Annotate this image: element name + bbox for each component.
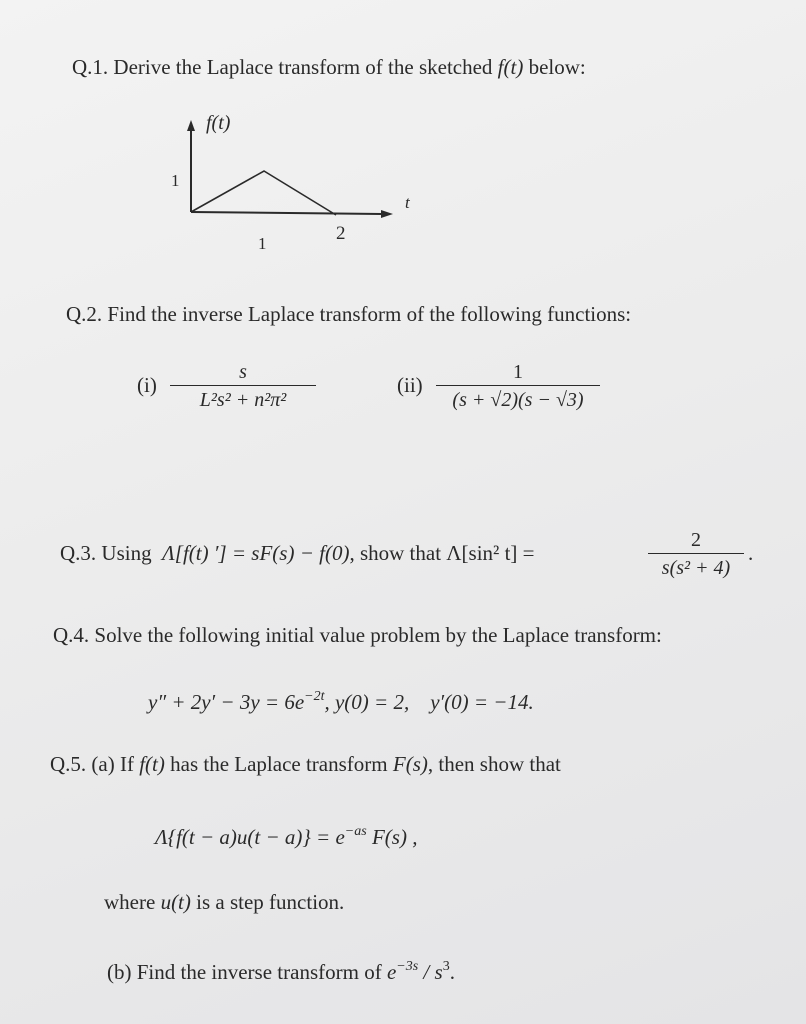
q5a-where-label: where — [104, 890, 156, 914]
q3-end: . — [748, 541, 754, 565]
q2-label: Q.2. — [66, 302, 103, 326]
q1-func: f(t) — [497, 55, 524, 79]
q3-numerator: 2 — [691, 529, 701, 551]
q2-ii-label: (ii) — [397, 373, 423, 397]
q5a-formula-exp: −as — [344, 824, 367, 839]
q5a-Fs: F(s) — [392, 752, 428, 776]
graph-x-label: t — [405, 193, 410, 212]
q5a-formula — [155, 825, 417, 850]
q5a-u-func: u(t) — [160, 890, 191, 914]
q5b-pre: (b) Find the inverse transform of — [107, 960, 382, 984]
q3-using: Using — [101, 541, 152, 565]
graph-y-tick: 1 — [171, 171, 180, 190]
q5a-func: f(t) — [139, 752, 165, 776]
q5b-div: / s — [423, 960, 443, 984]
q2-ii-numerator: 1 — [513, 361, 523, 383]
q5a-mid: has the Laplace transform — [170, 752, 388, 776]
q2-statement: Find the inverse Laplace transform of the following functions: — [107, 302, 632, 326]
q4-ic2: y′(0) = −14. — [430, 690, 534, 714]
q5b-e: e — [386, 960, 397, 984]
q2-ii-denominator: (s + √2)(s − √3) — [452, 389, 584, 411]
q1-text-pre: Derive the Laplace transform of the sketched — [113, 55, 493, 79]
q5b-text — [107, 960, 455, 985]
graph-function-line — [191, 171, 336, 215]
q5-label: Q.5. — [50, 752, 87, 776]
q3-denominator: s(s² + 4) — [661, 557, 731, 579]
q3-formula: Λ[f(t) ′] = sF(s) − f(0) — [162, 541, 350, 565]
q5b-end: . — [449, 960, 455, 984]
q5a-where — [104, 890, 344, 915]
q4-text — [53, 623, 662, 648]
graph-x-arrow — [381, 210, 393, 218]
q3-label: Q.3. — [60, 541, 97, 565]
graph-x-tick-2: 2 — [336, 223, 346, 244]
q1-text — [72, 55, 586, 80]
q4-equation — [148, 690, 534, 715]
graph-y-arrow — [187, 120, 195, 131]
q2-i-numerator: s — [239, 361, 247, 383]
q5a-where-post: is a step function. — [196, 890, 345, 914]
q3-text — [60, 541, 535, 566]
q2-ii-fraction — [436, 360, 600, 412]
q5a-pre: (a) If — [91, 752, 134, 776]
q3-show: , show that Λ[sin² t] = — [349, 541, 535, 565]
graph-x-axis — [191, 212, 382, 214]
q4-ic1: , y(0) = 2, — [324, 690, 410, 714]
q5a-formula-pre: Λ{f(t − a)u(t − a)} = e — [155, 825, 345, 849]
q5b-pow: 3 — [442, 959, 450, 974]
q1-text-post: below: — [528, 55, 586, 79]
q1-graph — [160, 100, 430, 260]
q2-i-denominator: L²s² + n²π² — [199, 389, 287, 411]
graph-x-tick-1: 1 — [258, 234, 267, 253]
q1-label: Q.1. — [72, 55, 109, 79]
q2-i-label: (i) — [137, 373, 157, 397]
q4-statement: Solve the following initial value problem by the Laplace transform: — [94, 623, 662, 647]
q5a-post: , then show that — [427, 752, 561, 776]
q5a-text — [50, 752, 561, 777]
q2-i-fraction — [170, 360, 316, 412]
q5a-formula-post: F(s) , — [371, 825, 418, 849]
graph-y-label: f(t) — [206, 112, 231, 134]
q3-fraction — [648, 528, 744, 580]
q4-label: Q.4. — [53, 623, 90, 647]
q2-text — [66, 302, 631, 327]
q5b-exp: −3s — [396, 959, 419, 974]
q4-exponent: −2t — [304, 689, 325, 704]
q4-ode: y″ + 2y′ − 3y = 6e — [148, 690, 305, 714]
